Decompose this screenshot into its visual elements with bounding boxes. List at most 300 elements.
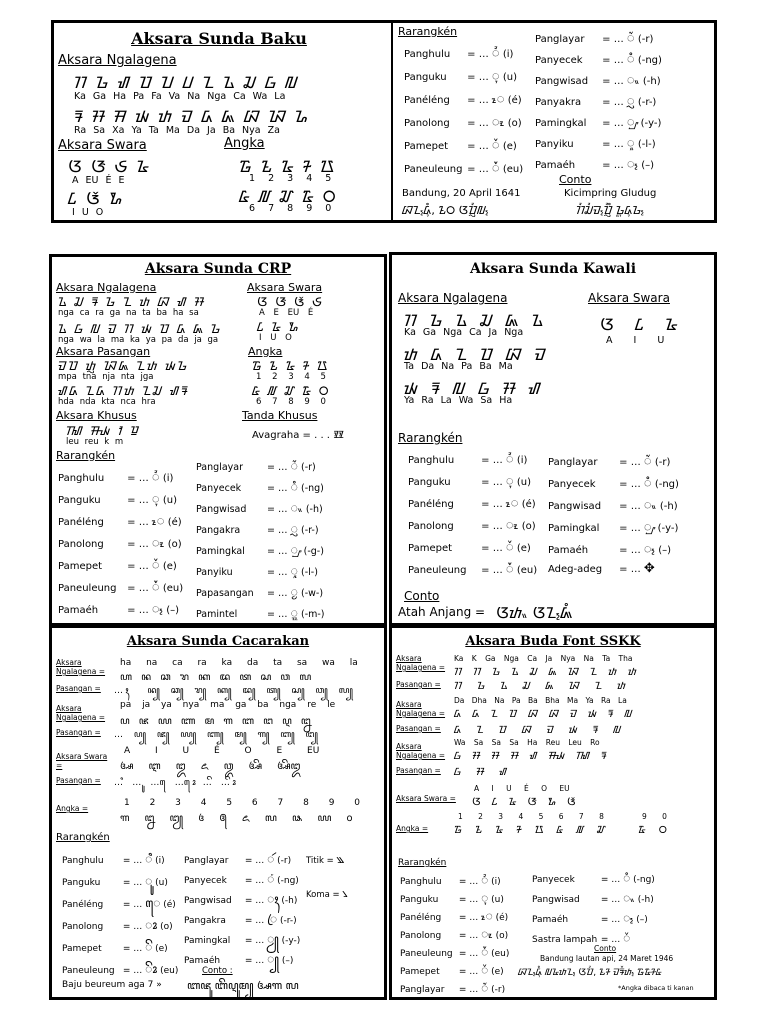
rarangken-equals: = … [599,97,627,108]
rarangken-row [535,91,656,110]
rarangken-mark: ᮥ [505,474,514,489]
rarangken-value: (-h) [656,501,678,512]
rarangken-equals: = … [478,477,506,488]
rarangken-value: (o) [164,539,182,550]
rarangken-mark: ᮩ [151,580,160,595]
buda-conto-header: Conto [594,944,617,953]
crp-swara-labels-2: I U O [259,333,292,343]
rarangken-row [196,478,324,496]
rarangken-value: (–) [163,605,180,616]
rarangken-value: (-l-) [634,139,656,150]
rarangken-name: Sastra lampah [532,935,598,945]
rarangken-name: Panyecek [548,479,596,490]
rarangken-equals: = … [599,55,627,66]
baku-angka-glyphs-2: ᮶ ᮷ ᮸ ᮹ ᮰ [239,187,338,206]
rarangken-value: (-ng) [634,55,662,66]
rarangken-value: (-l-) [297,567,318,578]
rarangken-equals: = … [456,913,482,923]
rarangken-mark: ᮥ [491,69,500,84]
baku-panel [51,20,717,223]
rarangken-value: (-h) [639,76,661,87]
rarangken-row [548,561,655,576]
buda-row2-pasangan-label: Pasangan = [396,724,441,733]
rarangken-mark: ᮧ [151,536,165,551]
rarangken-name: Panglayar [535,34,585,45]
rarangken-equals: = … [264,609,291,620]
rarangken-row [58,511,182,530]
rarangken-mark: ᮤ [151,470,160,485]
rarangken-mark: ✥ [643,561,655,576]
rarangken-equals: = … [598,875,624,885]
rarangken-row [196,604,325,622]
rarangken-equals: = … [464,72,492,83]
rarangken-mark: ᮣ [626,136,635,151]
rarangken-mark: ꦾ [267,932,279,946]
rarangken-value: (-r) [651,457,671,468]
rarangken-mark: ᮦ [481,909,493,923]
baku-divider [391,23,393,220]
rarangken-mark: ᮪ [643,542,656,557]
rarangken-name: Panéléng [404,95,450,106]
rarangken-row [548,517,678,536]
rarangken-row [196,520,319,538]
rarangken-value: (-r-) [297,525,319,536]
rarangken-mark: ᮩ [491,161,500,176]
rarangken-name: Pamaéh [58,605,99,616]
crp-pasangan-header: Aksara Pasangan [56,345,151,358]
buda-swara-labels: A I U É O EU [474,784,570,793]
buda-row1-pasangan-label: Pasangan = [396,680,441,689]
rarangken-mark: ᮂ [643,498,657,513]
rarangken-name: Pangwisad [548,501,602,512]
rarangken-row [408,493,536,512]
rarangken-equals: = … [599,76,627,87]
buda-row3-pasangan-label: Pasangan = [396,766,441,775]
rarangken-row [404,66,517,85]
crp-rarangken-header: Rarangkén [56,449,116,462]
crp-angka-glyphs-2: ᮶ ᮷ ᮸ ᮹ ᮰ [252,384,331,398]
crp-angka-glyphs-1: ᮱ ᮲ ᮳ ᮴ ᮵ [252,359,330,373]
crp-panel [49,254,387,626]
rarangken-value: (-ng) [651,479,679,490]
cac-row2-pasangan: … ꦥ꧀ ꦗ꧀ ꦪ꧀ ꦚ꧀ ꦩ꧀ ꦒ꧀ ꦧ꧀ ꦔ꧀ [114,730,318,740]
rarangken-equals: = … [242,936,268,946]
rarangken-name: Panolong [400,931,442,941]
rarangken-equals: = … [478,499,506,510]
rarangken-mark: ꦁ [267,872,275,886]
rarangken-equals: = … [124,583,152,594]
rarangken-mark: ᮁ [290,458,298,473]
rarangken-name: Panéléng [408,499,454,510]
buda-row2-labels: Da Dha Na Pa Ba Bha Ma Ya Ra La [454,696,627,705]
rarangken-row [196,499,323,517]
rarangken-mark: ᮪ [623,911,634,925]
rarangken-equals: = … [616,545,644,556]
rarangken-row [196,457,316,475]
rarangken-row [548,451,670,470]
rarangken-name: Paneuleung [62,966,115,976]
rarangken-row [62,894,176,918]
rarangken-mark: ᮁ [626,31,635,46]
rarangken-equals: = … [120,878,146,888]
rarangken-equals: = … [124,561,152,572]
rarangken-value: (-r) [488,985,506,995]
rarangken-equals: = … [264,546,291,557]
rarangken-equals: = … [242,916,268,926]
kawali-ngalagena-glyphs-2: ᮒ ᮓ ᮔ ᮕ ᮘ ᮙ [404,345,550,364]
rarangken-mark: ᮀ [623,871,631,885]
rarangken-mark: ᮩ [505,562,514,577]
rarangken-mark: ᮦ [151,514,165,529]
buda-row3-pasangan: ᮝ ᮞ ᮠ [454,767,507,778]
crp-swara-glyphs-2: ᮄ ᮅ ᮇ [257,320,301,334]
rarangken-row [400,980,505,997]
rarangken-equals: = … [264,483,291,494]
rarangken-row [184,950,293,974]
rarangken-value: (é) [160,900,176,910]
rarangken-row [58,577,183,596]
rarangken-value: (-h) [278,896,298,906]
rarangken-equals: = … [456,931,482,941]
rarangken-equals: = … [456,895,482,905]
rarangken-value: (-ng) [297,483,324,494]
cac-koma [306,886,348,908]
rarangken-name: Pamaéh [184,956,221,966]
buda-row1-glyphs: ᮊ ᮊ ᮌ ᮍ ᮎ ᮏ ᮑ ᮔ ᮒ ᮒ [454,667,637,678]
rarangken-value: (i) [499,49,514,60]
rarangken-row [404,135,517,154]
rarangken-value: (u) [152,878,168,888]
rarangken-value: (é) [504,95,522,106]
rarangken-name: Panolong [404,118,450,129]
baku-swara-header: Aksara Swara [58,138,147,153]
cac-conto-glyphs: ꦧꦗꦸ ꦧꦼꦉꦸꦩ꧀ ꦄꦒ ꧗ [187,979,299,992]
rarangken-name: Pamaéh [548,545,589,556]
rarangken-value: (-r) [274,856,292,866]
rarangken-mark: ᮡ [643,520,655,535]
rarangken-mark: ᮨ [491,138,500,153]
rarangken-value: (-h) [634,895,654,905]
rarangken-name: Panyiku [196,567,233,578]
rarangken-equals: = … [598,895,624,905]
cac-rarangken-header: Rarangkén [56,832,110,843]
rarangken-equals: = … [616,501,644,512]
rarangken-value: (-m-) [297,609,325,620]
cac-conto-text: Baju beureum aga 7 » [62,980,162,990]
rarangken-name: Pangwisad [184,896,232,906]
cac-row2-ngalagena-label: Aksara Ngalagena = [56,704,106,722]
rarangken-row [532,870,655,887]
buda-row3-glyphs: ᮝ ᮞ ᮞ ᮞ ᮠ ᮯ ᮮ ᮛ [454,751,607,762]
rarangken-row [408,449,527,468]
rarangken-equals: = … [599,139,627,150]
rarangken-equals: = … [264,588,291,599]
rarangken-row [58,599,179,618]
crp-tanda-text: Avagraha = . . . ᮾ [252,430,344,441]
rarangken-equals: = … [478,565,506,576]
buda-row1-pasangan: ᮊ ᮌ ᮍ ᮎ ᮏ ᮑ ᮔ ᮒ [454,681,626,692]
rarangken-row [532,890,654,907]
rarangken-mark: ᮪ [626,157,639,172]
crp-ngalagena-glyphs-1: ᮍ ᮎ ᮛ ᮌ ᮔ ᮒ ᮘ ᮠ ᮞ [58,295,206,309]
rarangken-name: Panghulu [62,856,104,866]
cac-row1-glyphs: ꦲ ꦤ ꦕ ꦫ ꦏ ꦢ ꦠ ꦱ ꦮ ꦭ [120,672,312,683]
rarangken-mark: ᮧ [491,115,505,130]
kawali-conto-header: Conto [404,589,440,603]
rarangken-value: (é) [164,517,182,528]
cacarakan-panel [49,625,387,1000]
rarangken-name: Panyiku [535,139,574,150]
rarangken-row [196,562,318,580]
rarangken-equals: = … [456,949,482,959]
cac-conto-header: Conto : [202,966,233,976]
rarangken-value: (u) [488,895,504,905]
rarangken-name: Pamingkal [548,523,600,534]
cac-titik [306,852,344,874]
rarangken-value: (-r) [634,34,654,45]
rarangken-row [196,541,324,559]
rarangken-name: Paneuleung [408,565,467,576]
buda-row3-ngalagena-label: Aksara Ngalagena = [396,742,446,760]
rarangken-equals: = … [464,118,492,129]
rarangken-value: (eu) [157,966,179,976]
rarangken-mark: ꦃ [267,892,279,906]
rarangken-mark: ᮥ [481,891,489,905]
buda-conto-glyphs: ᮘᮔ᮪ᮓᮥᮀ ᮜᮅᮒᮔ᮪ ᮃᮕᮤ, ᮲᮴ ᮙᮛᮨᮒ᮪ ᮱᮹᮴᮶ [518,968,662,978]
rarangken-value: (–) [638,160,655,171]
rarangken-name: Panolong [408,521,454,532]
rarangken-mark: ꦼꦴ [145,962,158,976]
rarangken-value: (–) [655,545,672,556]
baku-ngalagena-header: Aksara Ngalagena [58,53,177,68]
rarangken-value: (-ng) [630,875,655,885]
rarangken-mark: ᮨ [481,963,489,977]
rarangken-mark: ᮡ [626,115,638,130]
rarangken-row [535,49,662,68]
rarangken-row [62,850,165,874]
crp-khusus-glyphs: ᮮ ᮯ ᮺ ᮻ [66,424,141,438]
rarangken-equals: = … [616,523,644,534]
rarangken-name: Panyecek [196,483,242,494]
rarangken-value: (u) [159,495,177,506]
rarangken-row [535,154,654,173]
rarangken-row [404,43,513,62]
rarangken-mark: ᮩ [481,945,489,959]
rarangken-mark: ᮀ [290,479,298,494]
rarangken-value: (e) [159,561,177,572]
rarangken-value: (i) [488,877,501,887]
rarangken-mark: ꧀ [267,952,279,966]
rarangken-row [400,890,504,907]
kawali-ngalagena-header: Aksara Ngalagena [398,291,508,305]
rarangken-mark: ᮬ [290,584,298,599]
kawali-swara-labels: A I U [606,335,665,346]
rarangken-row [535,70,661,89]
rarangken-equals: = … [456,967,482,977]
rarangken-row [400,962,504,979]
rarangken-name: Panéléng [62,900,104,910]
cac-koma-mark: ꧈ [342,887,348,900]
rarangken-equals: = … [124,539,152,550]
cac-swara-labels: A I U É O E EU [124,746,320,756]
cac-swara-label: Aksara Swara = [56,752,108,770]
rarangken-mark: ᮢ [626,94,635,109]
rarangken-equals: = … [264,567,291,578]
kawali-conto-text: Atah Anjang = [398,605,486,619]
rarangken-row [400,926,508,943]
rarangken-row [58,555,177,574]
rarangken-equals: = … [120,922,146,932]
rarangken-value: (–) [278,956,294,966]
cac-angka-glyphs: ꧑ ꧒ ꧓ ꧔ ꧕ ꧖ ꧗ ꧘ ꧙ ꧐ [120,813,353,824]
rarangken-row [62,872,168,896]
baku-conto-2-glyphs: ᮊᮤᮎᮤᮙ᮪ᮕᮢᮤᮀ ᮌᮣᮥᮓᮥᮌ᮪ [576,204,645,217]
rarangken-name: Panghulu [408,455,455,466]
kawali-rarangken-header: Rarangkén [398,431,463,445]
kawali-ngalagena-labels-3: Ya Ra La Wa Sa Ha [404,395,513,406]
rarangken-name: Paneuleung [404,164,463,175]
rarangken-value: (-w-) [297,588,324,599]
kawali-title: Aksara Sunda Kawali [469,261,637,277]
crp-ngalagena-labels-1: nga ca ra ga na ta ba ha sa [58,308,199,318]
rarangken-value: (e) [513,543,531,554]
rarangken-mark: ᮨ [151,558,160,573]
rarangken-equals: = … [599,34,627,45]
buda-row1-ngalagena-label: Aksara Ngalagena = [396,654,446,672]
cac-swara-pasangan: … ꦶ … ꦸ … ꦺ … ꦺꦴ … ꦼ … ꦼꦴ [114,778,238,788]
rarangken-name: Panghulu [404,49,451,60]
baku-conto-2-text: Kicimpring Gludug [564,188,657,199]
rarangken-value: (i) [513,455,528,466]
cac-row1-labels: ha na ca ra ka da ta sa wa la [120,658,358,668]
rarangken-name: Paneuleung [400,949,453,959]
rarangken-name: Pamepet [400,967,440,977]
rarangken-name: Panolong [62,922,104,932]
baku-rarangken-header: Rarangkén [398,25,458,38]
rarangken-name: Pamepet [404,141,449,152]
crp-title: Aksara Sunda CRP [144,261,292,277]
rarangken-name: Panéléng [58,517,104,528]
rarangken-mark: ꦺ [145,896,161,910]
buda-angka-labels-1: 1 2 3 4 5 6 7 8 [458,812,604,821]
rarangken-name: Pangakra [196,525,241,536]
rarangken-name: Pangwisad [196,504,247,515]
rarangken-equals: = … [599,118,627,129]
baku-ngalagena-glyphs-2: ᮛ ᮞ ᮟ ᮚ ᮒ ᮙ ᮓ ᮏ ᮘ ᮑ ᮐ [74,107,311,126]
rarangken-mark: ꦶ [145,852,153,866]
baku-swara-glyphs-1: ᮃ ᮆ ᮈ ᮅ [68,157,151,176]
rarangken-value: (u) [499,72,517,83]
rarangken-value: (-r-) [277,916,297,926]
rarangken-name: Panghulu [400,877,442,887]
rarangken-row [408,559,537,578]
rarangken-mark: ᮀ [626,52,635,67]
buda-row2-ngalagena-label: Aksara Ngalagena = [396,700,446,718]
rarangken-mark: ᮧ [505,518,519,533]
rarangken-row [532,930,630,947]
cac-row2-glyphs: ꦥ ꦗ ꦪ ꦚ ꦩ ꦒ ꦧ ꦔ ꦉ ꦊ [120,716,311,727]
rarangken-name: Pamaéh [535,160,576,171]
rarangken-value: (-y-) [654,523,679,534]
crp-swara-labels-1: A E EU É [259,308,314,318]
rarangken-row [535,112,661,131]
rarangken-mark: ꦼ [145,940,153,954]
rarangken-value: (–) [633,915,648,925]
rarangken-equals: = … [456,985,482,995]
rarangken-value: (eu) [159,583,184,594]
cac-row2-labels: pa ja ya nya ma ga ba nga re le [120,700,336,710]
kawali-ngalagena-labels-2: Ta Da Na Pa Ba Ma [404,361,513,372]
buda-swara-glyphs: ᮃ ᮄ ᮅ ᮆ ᮇ ᮉ [472,797,576,808]
rarangken-equals: = … [124,495,152,506]
crp-tanda-header: Tanda Khusus [242,409,318,422]
crp-pasangan-glyphs-2: ᮠᮓ ᮔᮓ ᮊᮒ ᮔᮎ ᮠᮛ [58,384,190,398]
rarangken-value: (é) [492,913,509,923]
rarangken-equals: = … [120,900,146,910]
cac-titik-mark: ꧉ [336,853,344,866]
buda-row2-pasangan: ᮓ ᮔ ᮕ ᮘ ᮙ ᮚ ᮛ ᮜ [454,725,622,736]
rarangken-equals: = … [242,896,268,906]
rarangken-equals: = … [464,49,492,60]
rarangken-equals: = … [264,525,291,536]
rarangken-name: Panolong [58,539,104,550]
rarangken-value: (-ng) [274,876,299,886]
rarangken-row [196,583,323,601]
baku-angka-labels-2: 6 7 8 9 0 [249,203,332,214]
kawali-ngalagena-glyphs-1: ᮊ ᮌ ᮍ ᮎ ᮏ ᮍ [404,311,548,330]
buda-swara-label: Aksara Swara = [396,794,456,803]
cacarakan-title: Aksara Sunda Cacarakan [126,634,310,649]
rarangken-row [400,872,501,889]
rarangken-value: (e) [152,944,168,954]
rarangken-value: (-h) [302,504,323,515]
rarangken-name: Pamepet [58,561,103,572]
baku-swara-labels-2: I U O [72,207,104,218]
rarangken-value: (eu) [513,565,538,576]
rarangken-mark: ꦿ [267,912,278,926]
rarangken-equals: = … [464,95,492,106]
buda-conto-text: Bandung lautan api, 24 Maret 1946 [540,954,674,963]
rarangken-value: (-r) [297,462,316,473]
rarangken-row [58,533,182,552]
rarangken-name: Panglayar [400,985,445,995]
rarangken-name: Pamaéh [532,915,569,925]
rarangken-equals: = … [478,543,506,554]
rarangken-value: (i) [159,473,174,484]
baku-ngalagena-labels-2: Ra Sa Xa Ya Ta Ma Da Ja Ba Nya Za [74,125,280,136]
rarangken-row [548,539,671,558]
rarangken-value: (-g-) [300,546,324,557]
rarangken-name: Panyecek [184,876,227,886]
rarangken-name: Panyecek [532,875,575,885]
crp-angka-labels-1: 1 2 3 4 5 [256,372,326,382]
rarangken-row [535,28,653,47]
rarangken-value: (o) [492,931,509,941]
kawali-panel [389,252,717,626]
rarangken-name: Papasangan [196,588,254,599]
crp-ngalagena-labels-2: nga wa la ma ka ya pa da ja ga [58,335,219,345]
crp-pasangan-labels-1: mpa tna nja nta jga [58,372,154,382]
cac-angka-label: Angka = [56,804,89,813]
rarangken-row [58,467,173,486]
crp-pasangan-labels-2: hda nda kta nca hra [58,397,156,407]
rarangken-mark: ᮁ [481,981,489,995]
rarangken-mark: ᮡ [290,542,301,557]
rarangken-name: Panguku [62,878,101,888]
rarangken-row [408,515,536,534]
rarangken-row [58,489,177,508]
rarangken-equals: = … [464,141,492,152]
